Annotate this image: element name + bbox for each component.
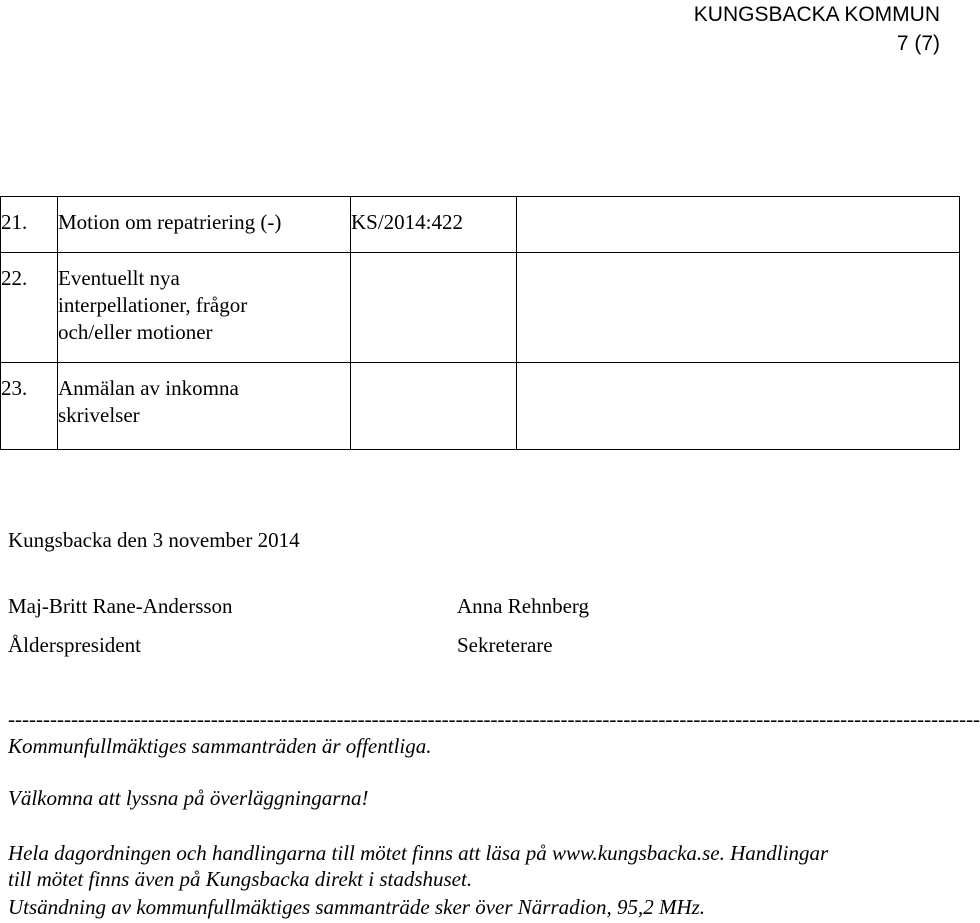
agenda-row	[1, 253, 960, 363]
agenda-item-title	[58, 253, 351, 363]
agenda-title-line: Eventuellt nya	[58, 266, 180, 290]
agenda-item-notes	[517, 253, 960, 363]
agenda-table	[0, 196, 960, 450]
agenda-item-reference	[351, 253, 517, 363]
signatory-left-name: Maj-Britt Rane-Andersson	[8, 594, 233, 618]
agenda-title-line: interpellationer, frågor	[58, 293, 248, 317]
broadcast-note: Utsändning av kommunfullmäktiges sammanträde sker över Närradion, 95,2 MHz.	[8, 895, 706, 919]
welcome-note: Välkomna att lyssna på överläggningarna!	[8, 786, 369, 810]
organization-name: KUNGSBACKA KOMMUN	[693, 3, 940, 26]
agenda-item-reference: KS/2014:422	[351, 197, 517, 253]
signatory-left-role: Ålderspresident	[8, 633, 141, 657]
page-number: 7 (7)	[896, 32, 940, 55]
agenda-title-line: Motion om repatriering (-)	[58, 210, 282, 234]
agenda-item-title	[58, 363, 351, 450]
agenda-item-notes	[517, 197, 960, 253]
agenda-item-number: 22.	[1, 253, 58, 363]
agenda-row	[1, 363, 960, 450]
place-and-date: Kungsbacka den 3 november 2014	[8, 528, 300, 552]
agenda-item-notes	[517, 363, 960, 450]
page-header	[694, 0, 940, 58]
separator-line: -------------------------------------------------------------------------------------------------------------------------------------------	[8, 707, 980, 731]
documents-note-line-1: Hela dagordningen och handlingarna till mötet finns att läsa på www.kungsbacka.se. Handlingar	[8, 841, 829, 865]
signatory-right-name: Anna Rehnberg	[457, 594, 589, 618]
public-meetings-note: Kommunfullmäktiges sammanträden är offentliga.	[8, 734, 432, 758]
documents-note-line-2: till mötet finns även på Kungsbacka direkt i stadshuset.	[8, 867, 473, 891]
signatory-right-role: Sekreterare	[457, 633, 553, 657]
agenda-item-number: 21.	[1, 197, 58, 253]
agenda-item-reference	[351, 363, 517, 450]
agenda-title-line: skrivelser	[58, 403, 140, 427]
agenda-item-number: 23.	[1, 363, 58, 450]
agenda-title-line: och/eller motioner	[58, 320, 213, 344]
agenda-item-title	[58, 197, 351, 253]
agenda-row	[1, 197, 960, 253]
agenda-title-line: Anmälan av inkomna	[58, 376, 239, 400]
